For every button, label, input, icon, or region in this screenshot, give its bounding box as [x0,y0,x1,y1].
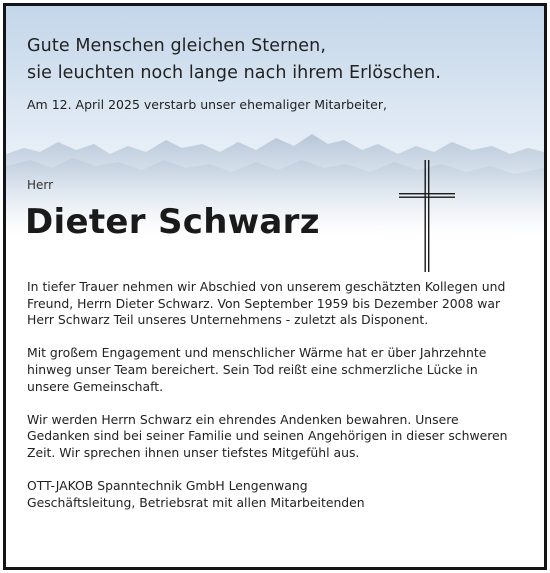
text-line: hinweg unser Team bereichert. Sein Tod reißt eine schmerzliche Lücke in [27,361,478,377]
signature-block [27,478,527,511]
text-line: Freund, Herrn Dieter Schwarz. Von September 1959 bis Dezember 2008 war [27,295,501,311]
death-announcement: Am 12. April 2025 verstarb unser ehemaliger Mitarbeiter, [27,97,387,112]
paragraph-3 [27,412,527,462]
text-line: unsere Gemeinschaft. [27,378,164,394]
text-line: Zeit. Wir sprechen ihnen unser tiefstes Mitgefühl aus. [27,444,360,460]
obituary-frame [3,3,547,570]
salutation: Herr [27,178,54,192]
cross-icon [399,160,455,272]
text-line: Wir werden Herrn Schwarz ein ehrendes Andenken bewahren. Unsere [27,411,459,427]
text-line: In tiefer Trauer nehmen wir Abschied von unserem geschätzten Kollegen und [27,279,506,294]
signatories: Geschäftsleitung, Betriebsrat mit allen Mitarbeitenden [27,494,365,510]
obituary-content [6,6,544,567]
company-name: OTT-JAKOB Spanntechnik GmbH Lengenwang [27,478,308,494]
memorial-verse [27,33,441,87]
verse-line-1: Gute Menschen gleichen Sternen, [27,36,327,56]
obituary-body [27,279,527,511]
text-line: Gedanken sind bei seiner Familie und seinen Angehörigen in dieser schweren [27,428,508,444]
verse-line-2: sie leuchten noch lange nach ihrem Erlöschen. [27,63,442,83]
text-line: Mit großem Engagement und menschlicher Wärme hat er über Jahrzehnte [27,345,487,361]
paragraph-1 [27,279,527,329]
text-line: Herr Schwarz Teil unseres Unternehmens - zuletzt als Disponent. [27,312,429,328]
paragraph-2 [27,345,527,395]
deceased-name: Dieter Schwarz [25,202,320,242]
